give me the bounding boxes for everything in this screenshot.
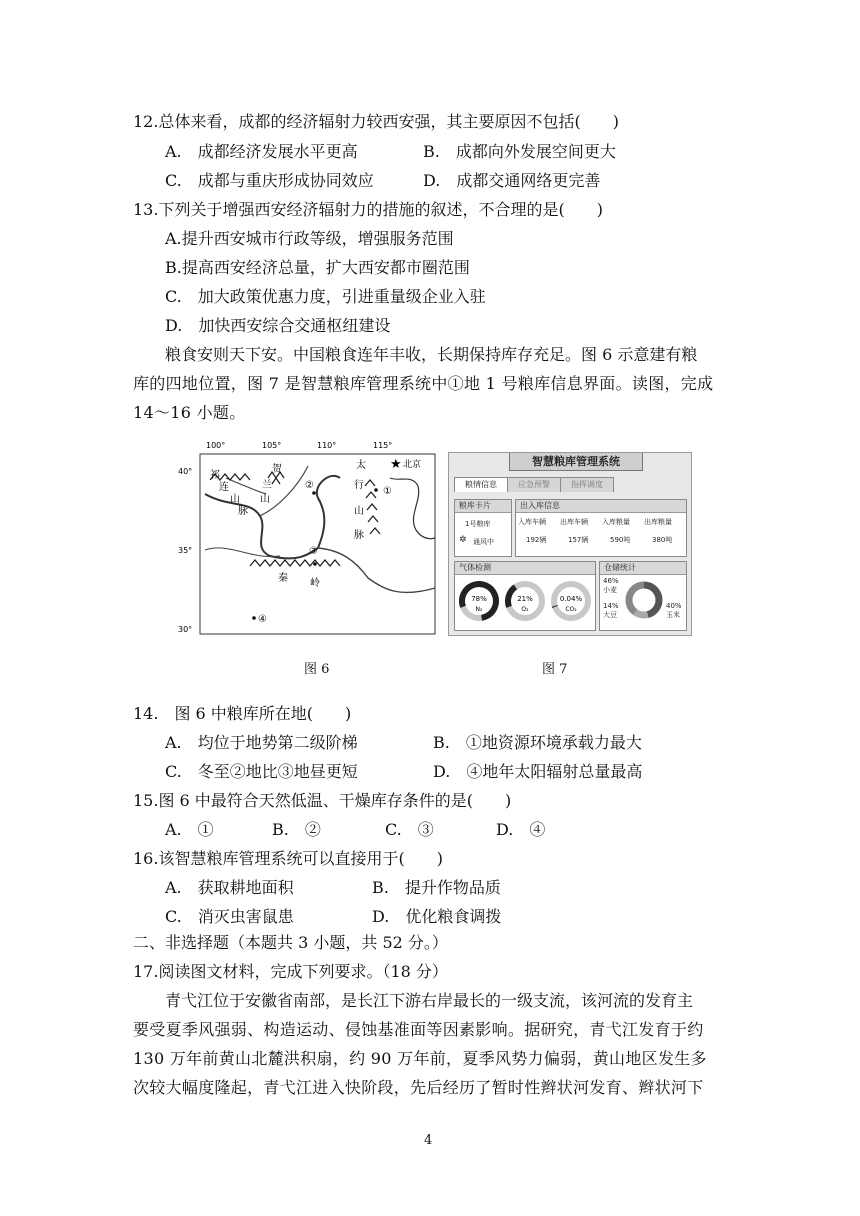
inout-info-panel [515, 499, 687, 557]
question-16: 16.该智慧粮库管理系统可以直接用于( ) [133, 849, 443, 868]
point-1-label: ① [383, 486, 392, 497]
point-1-dot [374, 488, 378, 492]
passage-line-2: 要受夏季风强弱、构造运动、侵蚀基准面等因素影响。据研究，青弋江发育于约 [133, 1020, 704, 1039]
io-value: 192辆 [526, 536, 547, 544]
figure-6-map [178, 438, 440, 638]
material-line-1: 粮食安则天下安。中国粮食连年丰收，长期保持库存充足。图 6 示意建有粮 [165, 345, 698, 364]
lat-label: 35° [178, 546, 193, 555]
label-shan2: 山 [260, 494, 270, 505]
soy-pct: 14% [603, 602, 619, 610]
lon-label: 110° [317, 441, 337, 450]
panel-header: 气体检测 [455, 562, 595, 575]
wheat-pct: 46% [603, 577, 619, 585]
ventilation-status: 通风中 [473, 538, 494, 546]
label-hang: 行 [354, 480, 364, 491]
tab-command-dispatch[interactable]: 指挥调度 [560, 477, 614, 492]
option-13c: C. 加大政策优惠力度，引进重量级企业入驻 [165, 287, 486, 306]
option-15b: B. ② [272, 820, 321, 839]
map-frame [200, 454, 435, 634]
corn-label: 玉米 [666, 611, 680, 619]
label-mai: 脉 [238, 506, 248, 517]
page-number: 4 [424, 1133, 433, 1148]
panel-header: 仓储统计 [600, 562, 686, 575]
question-12: 12.总体来看，成都的经济辐射力较西安强，其主要原因不包括( ) [133, 112, 619, 131]
option-13b: B.提高西安经济总量，扩大西安都市圈范围 [165, 258, 470, 277]
question-14: 14. 图 6 中粮库所在地( ) [133, 704, 352, 723]
lat-label: 30° [178, 625, 193, 634]
option-12a: A. 成都经济发展水平更高 [165, 142, 358, 161]
option-12d: D. 成都交通网络更完善 [423, 171, 601, 190]
option-14d: D. ④地年太阳辐射总量最高 [433, 762, 643, 781]
gauge-percent: 0.04% [559, 595, 583, 603]
io-col-header: 出库车辆 [560, 518, 588, 526]
option-16a: A. 获取耕地面积 [165, 878, 294, 897]
soy-label: 大豆 [603, 611, 617, 619]
granary-name: 1号粮库 [465, 520, 491, 528]
panel-header: 出入库信息 [516, 500, 686, 513]
tab-grain-info[interactable]: 粮情信息 [454, 477, 508, 492]
beijing-star-icon: ★ [390, 457, 402, 472]
material-line-3: 14～16 小题。 [133, 403, 246, 422]
label-shan3: 山 [354, 506, 364, 517]
label-lan: 兰 [262, 480, 272, 491]
gas-gauges [455, 575, 597, 631]
option-15a: A. ① [165, 820, 214, 839]
option-13d: D. 加快西安综合交通枢纽建设 [165, 316, 391, 335]
option-15d: D. ④ [496, 820, 546, 839]
lon-label: 105° [262, 441, 282, 450]
option-14b: B. ①地资源环境承载力最大 [433, 733, 642, 752]
point-4-label: ④ [258, 614, 267, 625]
storage-stats-panel [599, 561, 687, 631]
point-4-dot [252, 616, 256, 620]
lon-label: 100° [206, 441, 226, 450]
gauge-percent: 78% [471, 595, 487, 603]
option-16b: B. 提升作物品质 [372, 878, 501, 897]
material-line-2: 库的四地位置，图 7 是智慧粮库管理系统中①地 1 号粮库信息界面。读图，完成 [133, 374, 714, 393]
section-heading: 二、非选择题（本题共 3 小题，共 52 分。） [133, 933, 448, 952]
option-16c: C. 消灭虫害鼠患 [165, 907, 294, 926]
storage-donut [624, 578, 664, 622]
io-col-header: 入库车辆 [518, 518, 546, 526]
label-he: 贺 [272, 464, 282, 475]
label-mai2: 脉 [354, 530, 364, 541]
io-col-header: 入库粮量 [602, 518, 630, 526]
option-12c: C. 成都与重庆形成协同效应 [165, 171, 374, 190]
io-value: 590吨 [610, 536, 631, 544]
option-14c: C. 冬至②地比③地昼更短 [165, 762, 358, 781]
point-3-label: ③ [309, 546, 318, 557]
gauge-gas-name: N₂ [475, 606, 483, 613]
lon-label: 115° [373, 441, 393, 450]
gauge-gas-name: O₂ [521, 606, 529, 613]
figure-6-caption: 图 6 [304, 662, 330, 677]
panel-header: 粮库卡片 [455, 500, 511, 513]
label-ling: 岭 [310, 578, 320, 589]
option-12b: B. 成都向外发展空间更大 [423, 142, 616, 161]
io-value: 380吨 [652, 536, 673, 544]
fan-icon: ✲ [459, 535, 467, 545]
label-lian: 连 [219, 482, 229, 493]
io-value: 157辆 [568, 536, 589, 544]
option-15c: C. ③ [385, 820, 434, 839]
io-col-header: 出库粮量 [644, 518, 672, 526]
beijing-label: 北京 [403, 460, 422, 470]
wheat-label: 小麦 [603, 586, 617, 594]
passage-line-4: 次较大幅度隆起，青弋江进入快阶段，先后经历了暂时性辫状河发育、辫状河下 [133, 1078, 704, 1097]
gas-detection-panel [454, 561, 596, 631]
point-2-label: ② [305, 480, 314, 491]
option-14a: A. 均位于地势第二级阶梯 [165, 733, 358, 752]
question-13: 13.下列关于增强西安经济辐射力的措施的叙述，不合理的是( ) [133, 200, 603, 219]
passage-line-3: 130 万年前黄山北麓洪积扇，约 90 万年前，夏季风势力偏弱，黄山地区发生多 [133, 1049, 707, 1068]
question-15: 15.图 6 中最符合天然低温、干燥库存条件的是( ) [133, 791, 512, 810]
question-17: 17.阅读图文材料，完成下列要求。（18 分） [133, 962, 448, 981]
label-qin: 秦 [278, 573, 288, 584]
point-3-dot [313, 562, 317, 566]
figure-7-system-panel [448, 452, 692, 636]
label-tai: 太 [356, 460, 366, 471]
point-2-dot [312, 491, 316, 495]
corn-pct: 40% [666, 602, 682, 610]
tab-emergency-warning[interactable]: 应急预警 [507, 477, 561, 492]
label-qi: 祁 [210, 470, 220, 481]
system-title: 智慧粮库管理系统 [509, 453, 643, 471]
option-13a: A.提升西安城市行政等级，增强服务范围 [165, 229, 454, 248]
granary-card-panel [454, 499, 512, 557]
gauge-gas-name: CO₂ [565, 606, 577, 613]
option-16d: D. 优化粮食调拨 [372, 907, 502, 926]
figure-7-caption: 图 7 [542, 662, 568, 677]
passage-line-1: 青弋江位于安徽省南部，是长江下游右岸最长的一级支流，该河流的发育主 [165, 991, 694, 1010]
lat-label: 40° [178, 467, 193, 476]
gauge-percent: 21% [517, 595, 533, 603]
label-shan: 山 [230, 494, 240, 505]
